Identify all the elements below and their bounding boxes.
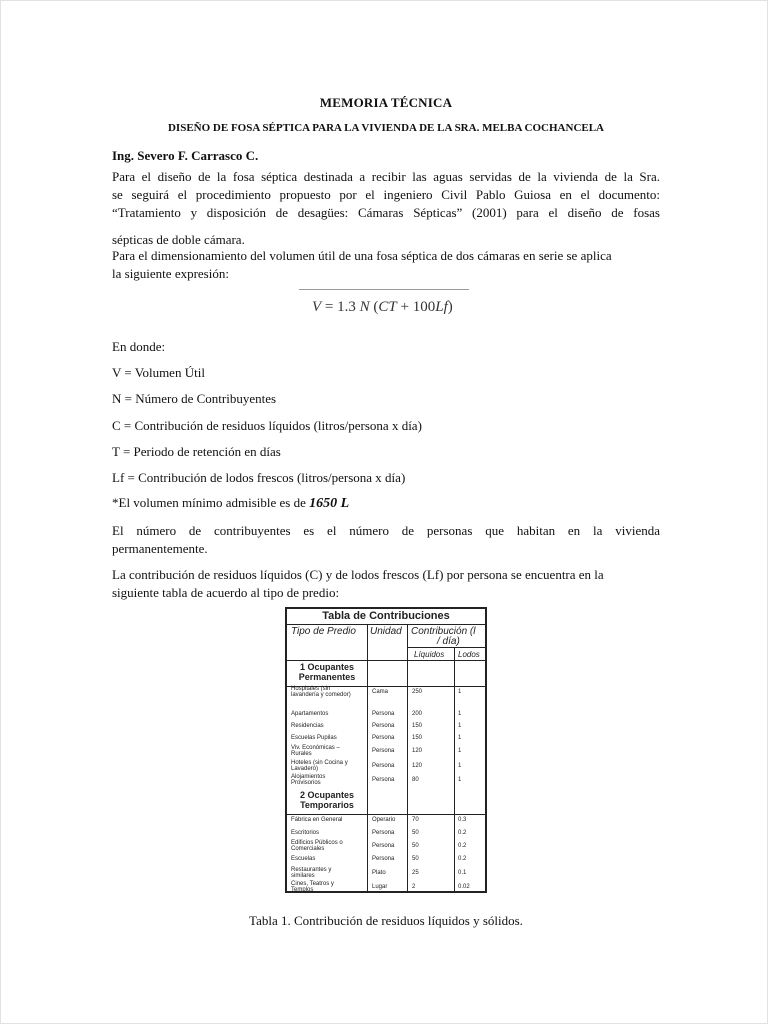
table-cell-tipo: Comerciales <box>291 846 325 852</box>
table-cell-liquidos: 50 <box>412 856 419 862</box>
table-cell-liquidos: 25 <box>412 870 419 876</box>
table-cell-unidad: Lugar <box>372 884 388 890</box>
contributors-paragraph-end <box>112 540 660 558</box>
contribution-line: La contribución de residuos líquidos (C) y de lodos frescos (Lf) por persona se encuentra en la <box>112 567 604 582</box>
table-cell-unidad: Persona <box>372 777 395 783</box>
volume-line: la siguiente expresión: <box>112 266 229 281</box>
table-title: Tabla de Contribuciones <box>287 609 485 625</box>
table-cell-lodos: 1 <box>458 711 462 717</box>
table-cell-tipo: similares <box>291 873 315 879</box>
table-cell-tipo: Escuelas Pupilas <box>291 735 337 741</box>
contributions-table <box>285 607 487 893</box>
table-cell-lodos: 0.2 <box>458 843 467 849</box>
table-cell-tipo: Viv. Económicas – <box>291 745 340 751</box>
table-cell-liquidos: 150 <box>412 735 423 741</box>
header-contribucion-unit: / día) <box>437 636 460 647</box>
contributors-paragraph <box>112 522 660 540</box>
definition-item: V = Volumen Útil <box>112 365 205 380</box>
table-divider <box>287 814 485 815</box>
header-contribucion: Contribución (l <box>411 626 476 637</box>
table-cell-liquidos: 50 <box>412 830 419 836</box>
table-cell-unidad: Persona <box>372 843 395 849</box>
intro-line: Para el diseño de la fosa séptica destinada a recibir las aguas servidas de la vivienda de la Sra. <box>112 169 660 184</box>
formula-ct: CT <box>378 299 397 315</box>
contribution-line: siguiente tabla de acuerdo al tipo de predio: <box>112 585 340 600</box>
document-title: MEMORIA TÉCNICA <box>319 95 453 110</box>
table-cell-liquidos: 80 <box>412 777 419 783</box>
table-cell-unidad: Cama <box>372 689 389 695</box>
table-divider <box>454 647 455 891</box>
table-cell-tipo: Escuelas <box>291 856 316 862</box>
table-cell-tipo: Provisorios <box>291 780 321 786</box>
group-label: 2 Ocupantes <box>299 790 355 800</box>
intro-line: “Tratamiento y disposición de desagües: Cámaras Sépticas” (2001) para el diseño de fosas <box>112 205 660 220</box>
table-cell-unidad: Persona <box>372 723 395 729</box>
definition-item: N = Número de Contribuyentes <box>112 391 277 406</box>
table-cell-tipo: Restaurantes y <box>291 867 332 873</box>
document-author: Ing. Severo F. Carrasco C. <box>112 148 259 163</box>
table-caption: Tabla 1. Contribución de residuos líquidos y sólidos. <box>249 913 523 928</box>
formula-lhs: V <box>312 299 322 315</box>
table-cell-lodos: 1 <box>458 723 462 729</box>
table-cell-tipo: lavandería y comedor) <box>291 692 351 698</box>
min-volume-note <box>112 495 349 512</box>
table-cell-tipo: Hospitales (sin <box>291 686 331 692</box>
formula-open: ( <box>373 299 379 315</box>
table-cell-tipo: Templos <box>291 887 314 893</box>
min-volume-text: *El volumen mínimo admisible es de <box>112 495 306 510</box>
table-divider <box>287 660 485 661</box>
table-cell-lodos: 1 <box>458 777 462 783</box>
table-cell-lodos: 1 <box>458 748 462 754</box>
table-cell-unidad: Plato <box>372 870 386 876</box>
table-cell-liquidos: 120 <box>412 748 423 754</box>
table-cell-tipo: Fábrica en General <box>291 817 343 823</box>
formula-n: N <box>359 299 370 315</box>
table-cell-liquidos: 2 <box>412 884 416 890</box>
table-cell-unidad: Persona <box>372 711 395 717</box>
header-liquidos: Líquidos <box>414 650 445 659</box>
table-cell-lodos: 0.1 <box>458 870 467 876</box>
table-divider <box>407 624 408 891</box>
table-cell-tipo: Cines, Teatros y <box>291 881 334 887</box>
table-divider <box>407 647 485 648</box>
formula-rule <box>299 289 469 290</box>
table-cell-tipo: Apartamentos <box>291 711 329 717</box>
table-cell-lodos: 0.2 <box>458 856 467 862</box>
table-cell-tipo: Lavadero) <box>291 766 319 772</box>
table-cell-lodos: 0.02 <box>458 884 470 890</box>
table-cell-unidad: Operario <box>372 817 396 823</box>
table-cell-liquidos: 250 <box>412 689 423 695</box>
group-label: Temporarios <box>300 800 354 810</box>
table-cell-liquidos: 50 <box>412 843 419 849</box>
contributors-line: El número de contribuyentes es el número de personas que habitan en la vivienda <box>112 523 660 538</box>
table-cell-lodos: 1 <box>458 689 462 695</box>
definition-item: T = Periodo de retención en días <box>112 444 281 459</box>
table-cell-lodos: 0.3 <box>458 817 467 823</box>
definition-item: C = Contribución de residuos líquidos (litros/persona x día) <box>112 418 422 433</box>
contributors-line: permanentemente. <box>112 541 208 556</box>
table-cell-unidad: Persona <box>372 763 395 769</box>
formula-plus: + 100 <box>400 299 436 315</box>
table-cell-unidad: Persona <box>372 856 395 862</box>
table-cell-liquidos: 200 <box>412 711 423 717</box>
intro-paragraph <box>112 168 660 222</box>
table-cell-liquidos: 120 <box>412 763 423 769</box>
table-cell-lodos: 0.2 <box>458 830 467 836</box>
intro-line: se seguirá el procedimiento propuesto por el ingeniero Civil Pablo Guiosa en el documento: <box>112 187 660 202</box>
formula-eq: = 1.3 <box>324 299 356 315</box>
table-cell-lodos: 1 <box>458 763 462 769</box>
group-label: Permanentes <box>298 672 356 682</box>
intro-line: sépticas de doble cámara. <box>112 232 245 247</box>
table-cell-liquidos: 70 <box>412 817 419 823</box>
header-tipo: Tipo de Predio <box>291 626 356 637</box>
group-label: 1 Ocupantes <box>299 662 355 672</box>
table-cell-unidad: Persona <box>372 748 395 754</box>
contribution-paragraph <box>112 566 660 602</box>
definition-item: Lf = Contribución de lodos frescos (litros/persona x día) <box>112 470 406 485</box>
table-cell-liquidos: 150 <box>412 723 423 729</box>
header-lodos: Lodos <box>458 650 480 659</box>
table-cell-unidad: Persona <box>372 830 395 836</box>
table-cell-tipo: Residencias <box>291 723 324 729</box>
min-volume-value: 1650 L <box>309 496 350 511</box>
table-divider <box>367 624 368 891</box>
volume-formula <box>312 299 453 316</box>
table-cell-tipo: Edificios Públicos o <box>291 840 343 846</box>
formula-close: ) <box>447 299 453 315</box>
header-unidad: Unidad <box>370 626 402 637</box>
table-cell-tipo: Rurales <box>291 751 312 757</box>
formula-lf: Lf <box>435 299 448 315</box>
where-label: En donde: <box>112 339 166 354</box>
table-cell-tipo: Alojamientos <box>291 774 326 780</box>
table-cell-tipo: Escritorios <box>291 830 320 836</box>
volume-paragraph <box>112 247 660 283</box>
document-subtitle: DISEÑO DE FOSA SÉPTICA PARA LA VIVIENDA DE LA SRA. MELBA COCHANCELA <box>167 122 604 134</box>
volume-line: Para el dimensionamiento del volumen útil de una fosa séptica de dos cámaras en serie se aplica <box>112 248 612 263</box>
table-cell-tipo: Hoteles (sin Cocina y <box>291 760 348 766</box>
table-cell-lodos: 1 <box>458 735 462 741</box>
table-cell-unidad: Persona <box>372 735 395 741</box>
